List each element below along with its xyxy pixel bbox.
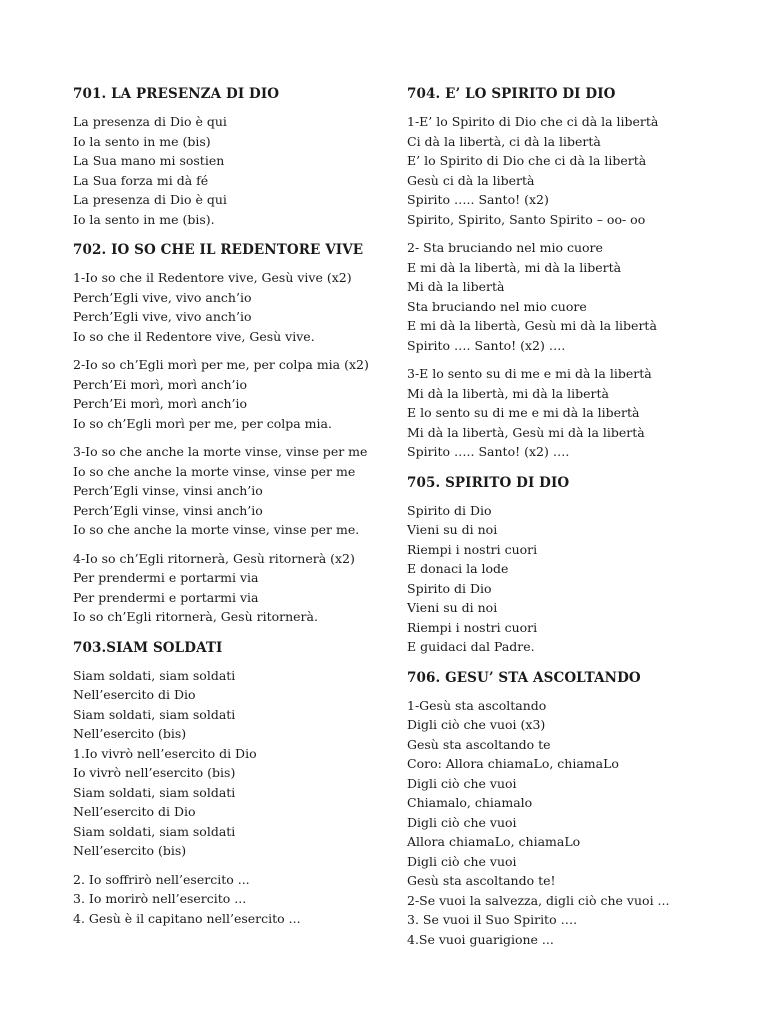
lyric-line: Sta bruciando nel mio cuore bbox=[407, 298, 587, 314]
lyric-line: Ci dà la libertà, ci dà la libertà bbox=[407, 133, 601, 149]
lyric-line: Gesù sta ascoltando te bbox=[407, 736, 551, 752]
lyric-line: 4.Se vuoi guarigione ... bbox=[407, 931, 554, 947]
lyric-line: Per prendermi e portarmi via bbox=[73, 589, 259, 605]
lyric-line: Digli ciò che vuoi bbox=[407, 853, 517, 869]
lyric-line: Digli ciò che vuoi (x3) bbox=[407, 717, 546, 732]
lyric-line: Vieni su di noi bbox=[407, 522, 498, 537]
lyric-line: E lo sento su di me e mi dà la libertà bbox=[407, 405, 640, 420]
right-column bbox=[407, 85, 707, 961]
lyric-line: Perch’Egli vive, vivo anch’io bbox=[73, 289, 252, 305]
stanza bbox=[407, 112, 707, 229]
lyric-line: Io la sento in me (bis) bbox=[73, 133, 211, 149]
song-block bbox=[73, 639, 373, 929]
lyric-line: Nell’esercito (bis) bbox=[73, 843, 187, 858]
lyric-line: Gesù ci dà la libertà bbox=[407, 172, 535, 188]
lyric-line: E mi dà la libertà, mi dà la libertà bbox=[407, 259, 622, 275]
lyric-line: La Sua mano mi sostien bbox=[73, 153, 225, 168]
song-block bbox=[73, 85, 373, 229]
lyric-line: Spirito di Dio bbox=[407, 580, 492, 596]
lyric-line: Gesù sta ascoltando te! bbox=[407, 873, 556, 888]
lyric-line: Io so ch’Egli ritornerà, Gesù ritornerà. bbox=[73, 609, 318, 624]
lyric-line: 2-Se vuoi la salvezza, digli ciò che vuoi ... bbox=[407, 892, 670, 908]
lyric-line: Spirito, Spirito, Santo Spirito – oo- oo bbox=[407, 211, 646, 227]
lyric-line: Io so che anche la morte vinse, vinse per me bbox=[73, 463, 356, 479]
lyric-line: Mi dà la libertà, Gesù mi dà la libertà bbox=[407, 424, 645, 440]
lyric-line: 2-Io so ch’Egli morì per me, per colpa mia (x2) bbox=[73, 357, 369, 372]
lyric-line: Digli ciò che vuoi bbox=[407, 814, 517, 830]
stanza bbox=[73, 112, 373, 229]
lyric-line: Nell’esercito di Dio bbox=[73, 804, 196, 819]
lyric-line: Perch’Egli vive, vivo anch’io bbox=[73, 309, 252, 324]
lyric-line: E mi dà la libertà, Gesù mi dà la libertà bbox=[407, 318, 657, 333]
lyric-line: Chiamalo, chiamalo bbox=[407, 795, 533, 810]
lyric-line: Siam soldati, siam soldati bbox=[73, 667, 236, 683]
lyric-line: La Sua forza mi dà fé bbox=[73, 172, 209, 188]
song-title: 702. IO SO CHE IL REDENTORE VIVE bbox=[73, 242, 364, 258]
stanza bbox=[407, 238, 707, 355]
lyric-line: Mi dà la libertà bbox=[407, 279, 505, 294]
song-block bbox=[73, 241, 373, 627]
lyric-line: 3-Io so che anche la morte vinse, vinse per me bbox=[73, 444, 368, 459]
lyric-line: Perch’Ei morì, morì anch’io bbox=[73, 376, 248, 392]
lyric-line: La presenza di Dio è qui bbox=[73, 192, 227, 207]
lyric-line: 3-E lo sento su di me e mi dà la libertà bbox=[407, 366, 652, 381]
stanza bbox=[407, 364, 707, 462]
lyric-line: E guidaci dal Padre. bbox=[407, 639, 535, 654]
song-block bbox=[407, 474, 707, 657]
lyric-line: Nell’esercito di Dio bbox=[73, 687, 196, 702]
stanza bbox=[73, 355, 373, 433]
stanza bbox=[407, 696, 707, 950]
song-title: 703.SIAM SOLDATI bbox=[73, 639, 223, 656]
lyric-line: 1-Io so che il Redentore vive, Gesù vive (x2) bbox=[73, 270, 352, 285]
lyric-line: Spirito ….. Santo! (x2) bbox=[407, 192, 549, 207]
lyric-line: 4-Io so ch’Egli ritornerà, Gesù ritornerà (x2) bbox=[73, 550, 355, 566]
lyric-line: Spirito di Dio bbox=[407, 502, 492, 518]
lyric-line: Riempi i nostri cuori bbox=[407, 619, 538, 635]
lyric-line: 1-Gesù sta ascoltando bbox=[407, 697, 547, 713]
lyric-line: Io so che il Redentore vive, Gesù vive. bbox=[73, 328, 315, 344]
lyric-line: 4. Gesù è il capitano nell’esercito ... bbox=[73, 910, 301, 926]
lyric-line: 2- Sta bruciando nel mio cuore bbox=[407, 240, 603, 255]
lyric-line: Io vivrò nell’esercito (bis) bbox=[73, 765, 236, 780]
lyric-line: Spirito ….. Santo! (x2) …. bbox=[407, 444, 570, 459]
stanza bbox=[73, 870, 373, 929]
lyric-line: Digli ciò che vuoi bbox=[407, 775, 517, 791]
song-block bbox=[407, 85, 707, 462]
lyric-line: La presenza di Dio è qui bbox=[73, 114, 227, 129]
stanza bbox=[73, 268, 373, 346]
lyric-line: Coro: Allora chiamaLo, chiamaLo bbox=[407, 756, 619, 771]
lyric-line: Io so che anche la morte vinse, vinse per me. bbox=[73, 522, 360, 537]
lyric-line: 1.Io vivrò nell’esercito di Dio bbox=[73, 745, 257, 761]
left-column bbox=[73, 85, 373, 940]
stanza bbox=[73, 442, 373, 540]
song-title: 704. E’ LO SPIRITO DI DIO bbox=[407, 86, 616, 102]
song-block bbox=[407, 669, 707, 950]
lyric-line: Siam soldati, siam soldati bbox=[73, 784, 236, 800]
lyric-line: Perch’Ei morì, morì anch’io bbox=[73, 396, 248, 411]
song-title: 701. LA PRESENZA DI DIO bbox=[73, 86, 280, 102]
lyric-line: Riempi i nostri cuori bbox=[407, 541, 538, 557]
lyric-line: Siam soldati, siam soldati bbox=[73, 706, 236, 722]
lyric-line: Perch’Egli vinse, vinsi anch’io bbox=[73, 502, 263, 518]
stanza bbox=[407, 501, 707, 657]
lyric-line: 2. Io soffrirò nell’esercito ... bbox=[73, 871, 250, 887]
lyric-line: 1-E’ lo Spirito di Dio che ci dà la libertà bbox=[407, 114, 659, 129]
lyric-line: Allora chiamaLo, chiamaLo bbox=[407, 834, 581, 849]
lyric-line: E’ lo Spirito di Dio che ci dà la libertà bbox=[407, 153, 647, 168]
lyric-line: Io so ch’Egli morì per me, per colpa mia. bbox=[73, 415, 332, 431]
lyric-line: Io la sento in me (bis). bbox=[73, 211, 215, 227]
lyric-line: Siam soldati, siam soldati bbox=[73, 823, 236, 839]
stanza bbox=[73, 666, 373, 861]
song-title: 706. GESU’ STA ASCOLTANDO bbox=[407, 669, 641, 686]
lyric-line: 3. Se vuoi il Suo Spirito …. bbox=[407, 912, 578, 927]
lyric-line: E donaci la lode bbox=[407, 561, 509, 576]
lyric-line: 3. Io morirò nell’esercito ... bbox=[73, 891, 247, 906]
lyric-line: Nell’esercito (bis) bbox=[73, 726, 187, 741]
lyric-line: Per prendermi e portarmi via bbox=[73, 570, 259, 585]
lyric-line: Perch’Egli vinse, vinsi anch’io bbox=[73, 483, 263, 498]
song-title: 705. SPIRITO DI DIO bbox=[407, 474, 570, 491]
lyric-line: Mi dà la libertà, mi dà la libertà bbox=[407, 385, 609, 401]
stanza bbox=[73, 549, 373, 627]
lyric-line: Vieni su di noi bbox=[407, 600, 498, 615]
lyric-line: Spirito …. Santo! (x2) …. bbox=[407, 337, 566, 353]
